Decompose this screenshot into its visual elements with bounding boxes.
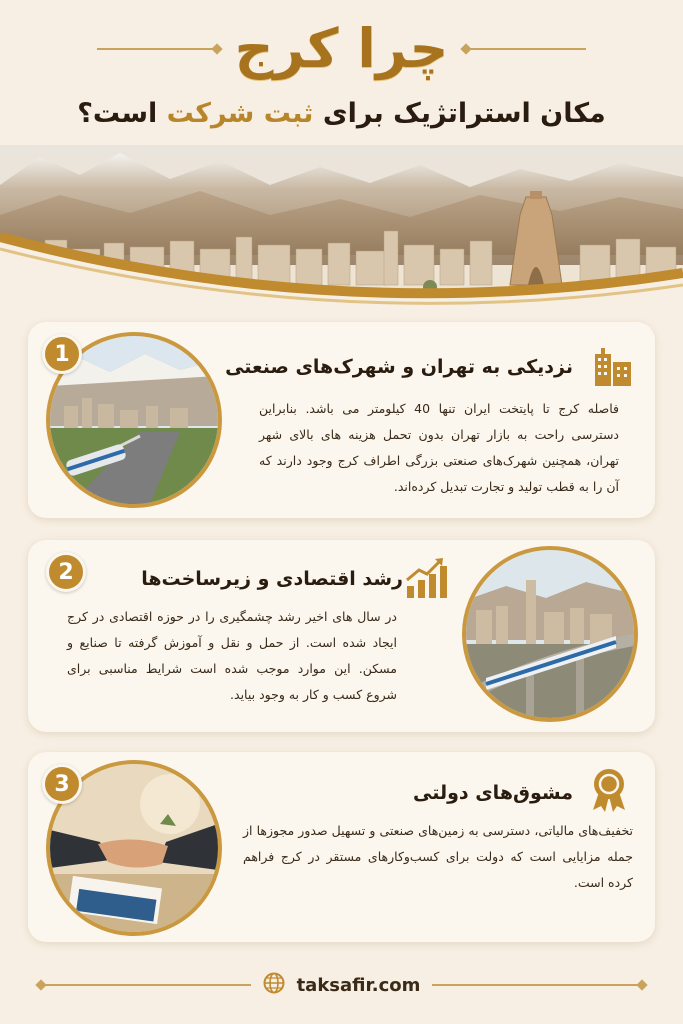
page-subtitle [0, 98, 683, 129]
globe-icon [263, 972, 285, 998]
step-number-badge: 2 [46, 552, 86, 592]
footer [0, 968, 683, 1002]
card-description: در سال های اخیر رشد چشمگیری را در حوزه اقتصادی در کرج ایجاد شده است. از حمل و نقل و آموزش گرفته تا صنایع و مسکن. این موارد موجب شده است شرایط مناسبی برای شروع کسب و کار به وجود بیاید. [67, 609, 397, 702]
skyline-illustration [0, 145, 683, 320]
card-title: مشوق‌های دولتی [412, 782, 573, 804]
page-title: چرا کرج [234, 17, 449, 80]
title-divider-right [466, 48, 586, 50]
feature-card-1 [28, 322, 655, 518]
step-number-badge: 3 [42, 764, 82, 804]
subtitle-part-2: است؟ [77, 98, 167, 129]
card-title: نزدیکی به تهران و شهرک‌های صنعتی [225, 356, 573, 378]
step-number-badge: 1 [42, 334, 82, 374]
monorail-illustration [466, 550, 634, 718]
buildings-icon [593, 348, 633, 390]
photo-monorail-bridge [462, 546, 638, 722]
growth-chart-icon [405, 556, 447, 602]
card-description: تخفیف‌های مالیاتی، دسترسی به زمین‌های صنعتی و تسهیل صدور مجوزها از جمله مزایایی است که دولت برای کسب‌وکارهای مستقر در کرج فراهم کرده است. [243, 823, 633, 890]
subtitle-accent: ثبت شرکت [166, 98, 314, 129]
feature-card-2 [28, 540, 655, 732]
subtitle-part-1: مکان استراتژیک برای [313, 98, 606, 129]
feature-card-3 [28, 752, 655, 942]
award-badge-icon [591, 768, 627, 816]
title-row [0, 14, 683, 84]
card-description: فاصله کرج تا پایتخت ایران تنها 40 کیلومتر می باشد. بنابراین دسترسی راحت به بازار تهران بدون تحمل هزینه های بالای شهر تهران، همچنین شهرک‌های صنعتی بزرگی اطراف کرج وجود دارند که آن را به قطب تولید و تجارت تبدیل کرده‌اند. [259, 401, 619, 494]
website-link[interactable]: taksafir.com [296, 974, 421, 996]
card-title: رشد اقتصادی و زیرساخت‌ها [141, 568, 403, 590]
footer-divider-right [432, 984, 642, 986]
city-skyline-banner [0, 145, 683, 320]
footer-divider-left [41, 984, 251, 986]
title-divider-left [97, 48, 217, 50]
